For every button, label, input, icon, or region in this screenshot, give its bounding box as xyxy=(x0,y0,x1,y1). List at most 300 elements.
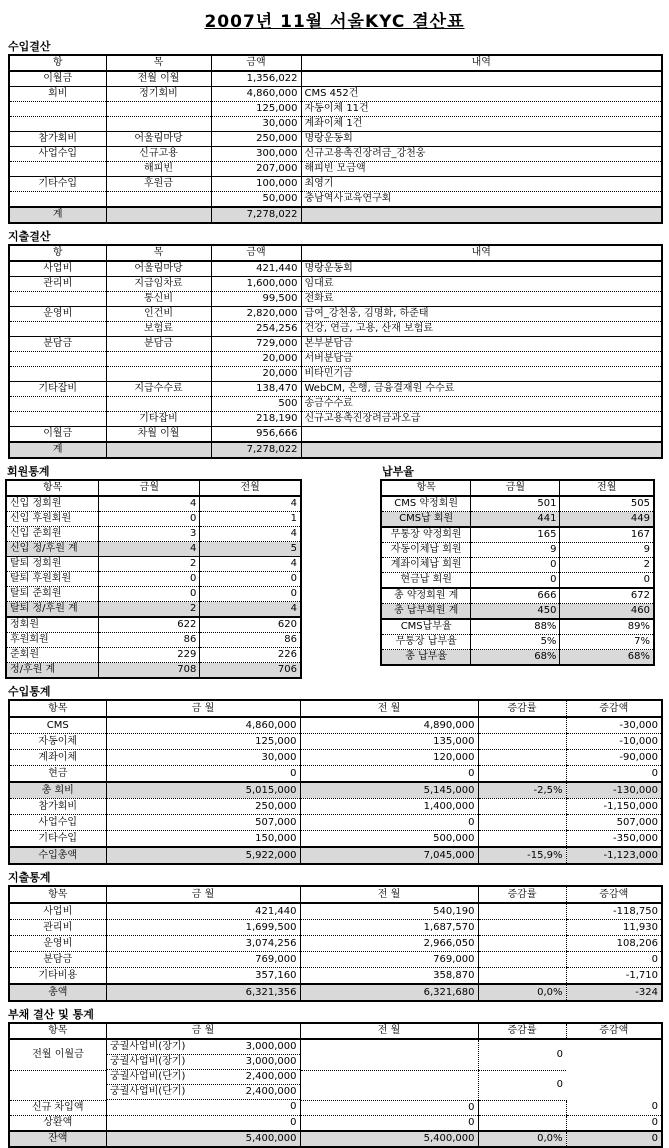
cell: 207,000 xyxy=(211,162,301,177)
col-header-item: 항목 xyxy=(9,1023,106,1039)
cell: 잔액 xyxy=(9,1131,106,1147)
cell: 30,000 xyxy=(106,750,300,766)
cell: 후원금 xyxy=(106,177,211,192)
cell: 어울림마당 xyxy=(106,261,211,277)
table-row xyxy=(9,717,662,734)
summary-row xyxy=(9,782,662,799)
cell: -1,150,000 xyxy=(566,799,662,815)
cell: -2,5% xyxy=(478,782,566,799)
payment-rate-table xyxy=(380,479,655,666)
cell: 125,000 xyxy=(106,734,300,750)
cell xyxy=(300,1070,478,1100)
section-label-income-settlement: 수입결산 xyxy=(8,40,51,53)
table-row xyxy=(381,619,654,635)
table-row xyxy=(9,277,662,292)
cell: 100,000 xyxy=(211,177,301,192)
cell: 신규고용촉진장려금_강천웅 xyxy=(301,147,662,162)
summary-row xyxy=(381,604,654,620)
merged-cell xyxy=(106,397,211,412)
cell: WebCM, 은행, 금융결재원 수수료 xyxy=(301,382,662,397)
cell: 0 xyxy=(99,587,200,602)
table-row xyxy=(9,1115,662,1131)
cell: 1,356,022 xyxy=(211,71,301,87)
cell: 0,0% xyxy=(478,1131,566,1147)
cell: 254,256 xyxy=(211,322,301,337)
cell xyxy=(478,920,566,936)
cell: 급여_강천웅, 김명화, 하준태 xyxy=(301,307,662,322)
col-header-hang: 항 xyxy=(9,245,106,261)
cell: 9 xyxy=(560,543,654,558)
cell: 총 납부율 xyxy=(381,650,471,666)
col-header-change-rate: 증감률 xyxy=(478,886,566,903)
col-header-this-month: 금월 xyxy=(471,480,560,496)
header-row xyxy=(9,700,662,717)
merged-cell xyxy=(106,192,211,208)
cell: 0 xyxy=(200,572,301,587)
merged-cell xyxy=(9,1070,106,1100)
col-header-detail: 내역 xyxy=(301,245,662,261)
cell: 전화료 xyxy=(301,292,662,307)
cell: 기타잡비 xyxy=(9,382,106,397)
cell: 250,000 xyxy=(211,132,301,147)
cell: 2 xyxy=(99,602,200,618)
cell: 0 xyxy=(200,587,301,602)
cell: 전월 이월금 xyxy=(9,1039,106,1070)
cell: 5,015,000 xyxy=(106,782,300,799)
cell xyxy=(478,968,566,985)
cell: 769,000 xyxy=(300,952,478,968)
cell: 30,000 xyxy=(211,117,301,132)
merged-cell xyxy=(9,367,106,382)
table-row xyxy=(381,496,654,512)
cell xyxy=(478,717,566,734)
expense-stats-table xyxy=(8,885,663,1002)
table-row xyxy=(9,147,662,162)
table-row xyxy=(6,557,301,572)
summary-row xyxy=(9,847,662,864)
header-row xyxy=(6,480,301,496)
cell: 501 xyxy=(471,496,560,512)
cell: 탈퇴 정회원 xyxy=(6,557,99,572)
table-row xyxy=(6,617,301,633)
cell: 3,074,256 xyxy=(106,936,300,952)
table-row xyxy=(9,903,662,920)
entry-label: 궁궐사업비(장기) xyxy=(110,1056,186,1067)
table-row xyxy=(9,87,662,102)
cell: 4,860,000 xyxy=(106,717,300,734)
cell: 해피빈 모금액 xyxy=(301,162,662,177)
cell: 서버분담금 xyxy=(301,352,662,367)
cell: 622 xyxy=(99,617,200,633)
header-row xyxy=(9,55,662,71)
table-row xyxy=(9,968,662,985)
cell: 6,321,680 xyxy=(300,984,478,1001)
cell: 449 xyxy=(560,512,654,528)
cell: -30,000 xyxy=(566,717,662,734)
merged-cell xyxy=(106,102,211,117)
entry-amount: 3,000,000 xyxy=(245,1056,297,1067)
merged-cell xyxy=(9,322,106,337)
cell: 0 xyxy=(99,572,200,587)
merged-cell xyxy=(9,412,106,427)
entry-amount: 3,000,000 xyxy=(245,1041,297,1052)
cell: 1,699,500 xyxy=(106,920,300,936)
table-row xyxy=(9,1100,662,1115)
cell: 505 xyxy=(560,496,654,512)
cell: 1 xyxy=(200,512,301,527)
cell: 분담금 xyxy=(106,337,211,352)
table-row xyxy=(9,1070,662,1100)
cell: 현금 xyxy=(9,766,106,783)
cell: 총 약정회원 계 xyxy=(381,588,471,604)
cell: 탈퇴 후원회원 xyxy=(6,572,99,587)
cell: 0 xyxy=(560,573,654,589)
cell: 11,930 xyxy=(566,920,662,936)
col-header-prev-month: 전 월 xyxy=(300,1023,478,1039)
cell: 68% xyxy=(560,650,654,666)
merged-cell xyxy=(106,117,211,132)
cell: 7,045,000 xyxy=(300,847,478,864)
entry-amount: 2,400,000 xyxy=(245,1086,297,1097)
summary-row xyxy=(9,1131,662,1147)
cell: 이월금 xyxy=(9,427,106,443)
cell: 108,206 xyxy=(566,936,662,952)
cell: 86 xyxy=(200,633,301,648)
cell xyxy=(106,1085,300,1100)
cell: 4,860,000 xyxy=(211,87,301,102)
cell: 무통장 약정회원 xyxy=(381,527,471,543)
cell: 명랑운동회 xyxy=(301,132,662,147)
cell xyxy=(301,207,662,223)
cell: 관리비 xyxy=(9,277,106,292)
cell: 계좌이체 xyxy=(9,750,106,766)
table-row xyxy=(9,71,662,87)
cell: 20,000 xyxy=(211,352,301,367)
table-row xyxy=(9,162,662,177)
cell: -1,710 xyxy=(566,968,662,985)
cell xyxy=(106,1040,300,1055)
col-header-change-rate: 증감률 xyxy=(478,1023,566,1039)
col-header-change-amount: 증감액 xyxy=(566,1023,662,1039)
cell: 임대료 xyxy=(301,277,662,292)
cell: 507,000 xyxy=(106,815,300,831)
summary-row xyxy=(6,602,301,618)
cell: 4 xyxy=(200,527,301,542)
cell: 729,000 xyxy=(211,337,301,352)
cell: 기타수입 xyxy=(9,831,106,848)
entry-label: 궁궐사업비(장기) xyxy=(110,1041,186,1052)
table-row xyxy=(6,512,301,527)
col-header-prev-month: 전 월 xyxy=(300,886,478,903)
cell: 자동이체납 회원 xyxy=(381,543,471,558)
cell: 계좌이체 1건 xyxy=(301,117,662,132)
cell: 7,278,022 xyxy=(211,207,301,223)
cell: 0 xyxy=(300,1115,478,1131)
table-row xyxy=(9,815,662,831)
cell xyxy=(478,1100,566,1115)
member-and-payment-section xyxy=(0,459,669,679)
cell: 관리비 xyxy=(9,920,106,936)
cell: 신입 정/후원 계 xyxy=(6,542,99,557)
header-row xyxy=(9,886,662,903)
col-header-this-month: 금 월 xyxy=(106,1023,300,1039)
col-header-item: 항목 xyxy=(9,700,106,717)
table-row xyxy=(381,558,654,573)
cell: 4 xyxy=(200,496,301,512)
merged-cell xyxy=(9,397,106,412)
cell: 총액 xyxy=(9,984,106,1001)
cell: 218,190 xyxy=(211,412,301,427)
cell: 956,666 xyxy=(211,427,301,443)
cell: 2 xyxy=(560,558,654,573)
cell: 4,890,000 xyxy=(300,717,478,734)
income-settlement-table xyxy=(8,54,663,224)
cell xyxy=(478,831,566,848)
cell: 사업비 xyxy=(9,261,106,277)
col-header-prev-month: 전월 xyxy=(200,480,301,496)
header-row xyxy=(381,480,654,496)
cell: 450 xyxy=(471,604,560,620)
cell: 분담금 xyxy=(9,952,106,968)
table-row xyxy=(9,920,662,936)
cell: 신규고용촉진장려금과오급 xyxy=(301,412,662,427)
cell: 자동이체 11건 xyxy=(301,102,662,117)
cell: 165 xyxy=(471,527,560,543)
cell: 본부분담금 xyxy=(301,337,662,352)
cell: 신규 차입액 xyxy=(9,1100,106,1115)
cell xyxy=(301,71,662,87)
cell: 계 xyxy=(9,207,106,223)
cell: 정/후원 계 xyxy=(6,663,99,679)
cell: 0 xyxy=(471,573,560,589)
cell: 89% xyxy=(560,619,654,635)
table-row xyxy=(9,936,662,952)
cell: CMS 약정회원 xyxy=(381,496,471,512)
table-row xyxy=(9,337,662,352)
cell: 해피빈 xyxy=(106,162,211,177)
cell: 0 xyxy=(99,512,200,527)
col-header-this-month: 금월 xyxy=(99,480,200,496)
table-row xyxy=(381,527,654,543)
col-header-item: 항목 xyxy=(6,480,99,496)
cell: 5,400,000 xyxy=(106,1131,300,1147)
col-header-amount: 금액 xyxy=(211,55,301,71)
cell: 탈퇴 준회원 xyxy=(6,587,99,602)
cell: 1,400,000 xyxy=(300,799,478,815)
cell: 기타수입 xyxy=(9,177,106,192)
table-row xyxy=(9,117,662,132)
cell: 참가회비 xyxy=(9,132,106,147)
table-row xyxy=(381,635,654,650)
col-header-item: 항목 xyxy=(9,886,106,903)
cell: 6,321,356 xyxy=(106,984,300,1001)
cell: 신입 후원회원 xyxy=(6,512,99,527)
merged-cell xyxy=(106,352,211,367)
cell: 500 xyxy=(211,397,301,412)
col-header-hang: 항 xyxy=(9,55,106,71)
income-stats-table xyxy=(8,699,663,865)
cell: 수입총액 xyxy=(9,847,106,864)
table-row xyxy=(9,734,662,750)
table-row xyxy=(9,750,662,766)
cell: 지급수수료 xyxy=(106,382,211,397)
cell: 120,000 xyxy=(300,750,478,766)
table-row xyxy=(6,527,301,542)
table-row xyxy=(9,1039,662,1070)
table-row xyxy=(9,177,662,192)
cell: CMS납 회원 xyxy=(381,512,471,528)
cell: 명랑운동회 xyxy=(301,261,662,277)
cell: 통신비 xyxy=(106,292,211,307)
cell: 86 xyxy=(99,633,200,648)
section-label-expense-settlement: 지출결산 xyxy=(8,230,51,243)
cell: 441 xyxy=(471,512,560,528)
cell: 무통장 납부율 xyxy=(381,635,471,650)
cell: 2,820,000 xyxy=(211,307,301,322)
cell: 0,0% xyxy=(478,984,566,1001)
cell: 421,440 xyxy=(106,903,300,920)
cell: 정기회비 xyxy=(106,87,211,102)
cell: 차월 이월 xyxy=(106,427,211,443)
expense-settlement-table xyxy=(8,244,663,459)
cell: 0 xyxy=(300,1100,478,1115)
cell: 150,000 xyxy=(106,831,300,848)
table-row xyxy=(6,572,301,587)
table-row xyxy=(6,587,301,602)
debt-stats-table xyxy=(8,1022,663,1148)
merged-cell xyxy=(106,367,211,382)
cell xyxy=(106,442,211,458)
table-row xyxy=(381,573,654,589)
cell: 5 xyxy=(200,542,301,557)
cell: 계좌이체납 회원 xyxy=(381,558,471,573)
summary-row xyxy=(6,542,301,557)
cell: 229 xyxy=(99,648,200,663)
cell: 0 xyxy=(566,952,662,968)
cell: 분담금 xyxy=(9,337,106,352)
cell: 708 xyxy=(99,663,200,679)
cell: 1,687,570 xyxy=(300,920,478,936)
entry-label: 궁궐사업비(단기) xyxy=(110,1071,186,1082)
table-row xyxy=(9,382,662,397)
cell xyxy=(106,207,211,223)
summary-row xyxy=(381,650,654,666)
col-header-detail: 내역 xyxy=(301,55,662,71)
cell: 운영비 xyxy=(9,307,106,322)
cell xyxy=(301,442,662,458)
table-row xyxy=(9,427,662,443)
cell: 총 납부회원 계 xyxy=(381,604,471,620)
section-label-expense-stats: 지출통계 xyxy=(8,871,51,884)
cell: 0 xyxy=(566,1115,662,1131)
cell: 540,190 xyxy=(300,903,478,920)
cell: 2 xyxy=(99,557,200,572)
col-header-prev-month: 전월 xyxy=(560,480,654,496)
cell: 620 xyxy=(200,617,301,633)
col-header-item: 항목 xyxy=(381,480,471,496)
cell: 0 xyxy=(566,1100,662,1115)
col-header-change-amount: 증감액 xyxy=(566,886,662,903)
table-row xyxy=(9,831,662,848)
cell xyxy=(478,734,566,750)
col-header-amount: 금액 xyxy=(211,245,301,261)
merged-cell xyxy=(9,117,106,132)
cell: 비타민기금 xyxy=(301,367,662,382)
cell: 송금수수료 xyxy=(301,397,662,412)
summary-row xyxy=(381,512,654,528)
cell: 0 xyxy=(478,1070,566,1100)
cell: 68% xyxy=(471,650,560,666)
cell: 사업비 xyxy=(9,903,106,920)
cell xyxy=(478,936,566,952)
cell: 상환액 xyxy=(9,1115,106,1131)
cell xyxy=(301,427,662,443)
cell: 이월금 xyxy=(9,71,106,87)
col-header-this-month: 금 월 xyxy=(106,700,300,717)
header-row xyxy=(9,1023,662,1039)
cell: 4 xyxy=(99,496,200,512)
section-label-debt-stats: 부채 결산 및 통계 xyxy=(8,1008,94,1021)
summary-row xyxy=(9,207,662,223)
table-row xyxy=(9,102,662,117)
table-row xyxy=(6,633,301,648)
cell: -350,000 xyxy=(566,831,662,848)
cell xyxy=(478,766,566,783)
table-row xyxy=(9,367,662,382)
cell: 358,870 xyxy=(300,968,478,985)
cell: -130,000 xyxy=(566,782,662,799)
cell: 2,966,050 xyxy=(300,936,478,952)
cell: 0 xyxy=(566,1131,662,1147)
cell: 167 xyxy=(560,527,654,543)
cell: 어울림마당 xyxy=(106,132,211,147)
cell: 5,145,000 xyxy=(300,782,478,799)
cell: 50,000 xyxy=(211,192,301,208)
cell: 7% xyxy=(560,635,654,650)
cell xyxy=(478,952,566,968)
table-row xyxy=(6,496,301,512)
table-row xyxy=(9,192,662,208)
cell: 460 xyxy=(560,604,654,620)
cell xyxy=(106,1055,300,1070)
cell: -1,123,000 xyxy=(566,847,662,864)
cell: 운영비 xyxy=(9,936,106,952)
cell: 0 xyxy=(106,766,300,783)
table-row xyxy=(381,588,654,604)
cell: 충남역사교육연구회 xyxy=(301,192,662,208)
cell: -324 xyxy=(566,984,662,1001)
table-row xyxy=(9,261,662,277)
table-row xyxy=(9,352,662,367)
table-row xyxy=(9,766,662,783)
cell: 4 xyxy=(200,602,301,618)
cell: 전월 이월 xyxy=(106,71,211,87)
cell: 1,600,000 xyxy=(211,277,301,292)
cell: 666 xyxy=(471,588,560,604)
cell xyxy=(300,1039,478,1070)
table-row xyxy=(381,543,654,558)
cell: -90,000 xyxy=(566,750,662,766)
table-row xyxy=(9,292,662,307)
cell: 준회원 xyxy=(6,648,99,663)
cell: 기타잡비 xyxy=(106,412,211,427)
cell: 135,000 xyxy=(300,734,478,750)
cell: 5% xyxy=(471,635,560,650)
cell: 사업수입 xyxy=(9,147,106,162)
cell: 3 xyxy=(99,527,200,542)
col-header-change-amount: 증감액 xyxy=(566,700,662,717)
cell: 300,000 xyxy=(211,147,301,162)
